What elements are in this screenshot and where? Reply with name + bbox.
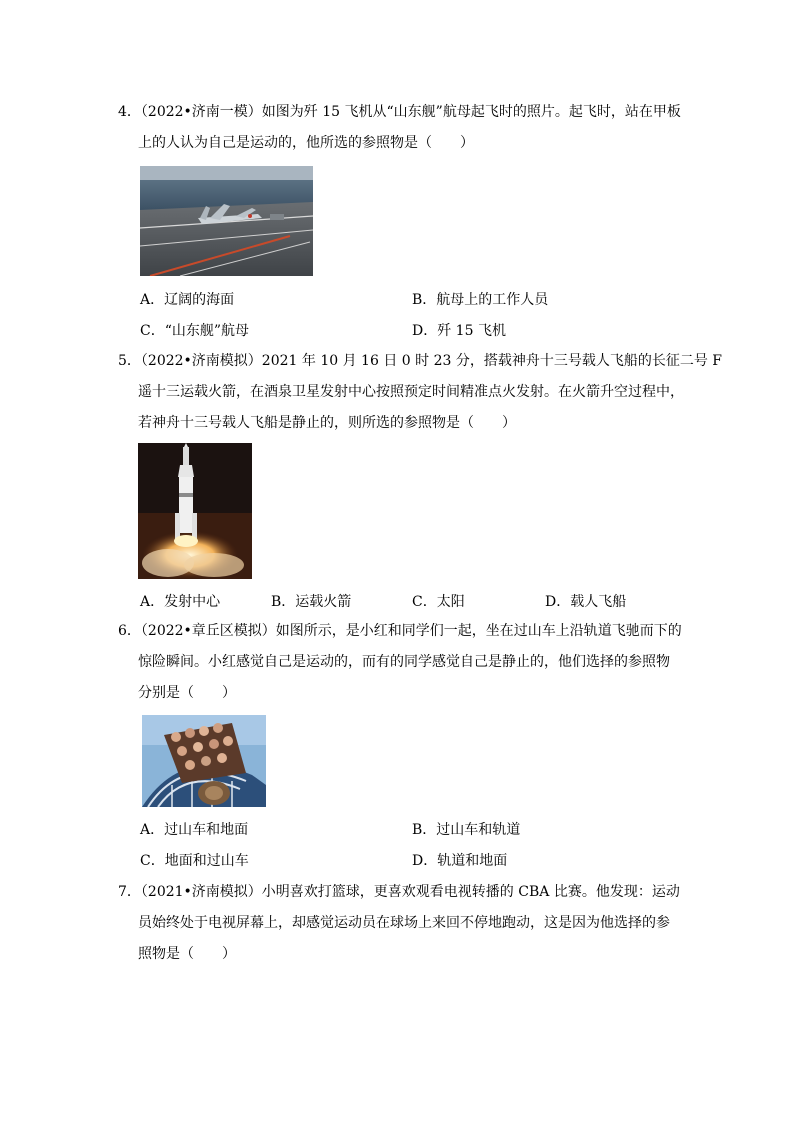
- aircraft-carrier-photo: [140, 166, 313, 276]
- question-5-option-d[interactable]: D．载人飞船: [545, 594, 627, 610]
- question-7-number: 7: [118, 884, 127, 900]
- question-4-option-b[interactable]: B．航母上的工作人员: [412, 292, 549, 308]
- question-6-option-b[interactable]: B．过山车和轨道: [412, 822, 521, 838]
- question-6-line-2: 惊险瞬间。小红感觉自己是运动的，而有的同学感觉自己是静止的，他们选择的参照物: [138, 654, 670, 670]
- question-6-option-d[interactable]: D．轨道和地面: [412, 853, 508, 869]
- question-5-line-1: 5．（2022•济南模拟）2021 年 10 月 16 日 0 时 23 分，搭载神舟十三号载人飞船的长征二号 F: [118, 353, 723, 369]
- question-7-line-3: 照物是（ ）: [138, 946, 236, 962]
- question-4-option-d[interactable]: D．歼 15 飞机: [412, 323, 506, 339]
- question-4-line-2: 上的人认为自己是运动的，他所选的参照物是（ ）: [138, 135, 474, 151]
- question-7-line-2: 员始终处于电视屏幕上，却感觉运动员在球场上来回不停地跑动，这是因为他选择的参: [138, 915, 670, 931]
- question-6-option-a[interactable]: A．过山车和地面: [140, 822, 249, 838]
- question-4-number: 4: [118, 104, 127, 120]
- question-4: [118, 97, 681, 159]
- question-6-options: [140, 820, 680, 872]
- question-7: [118, 877, 678, 970]
- question-5-option-b[interactable]: B．运载火箭: [271, 594, 352, 610]
- question-5-line-2: 遥十三运载火箭，在酒泉卫星发射中心按照预定时间精准点火发射。在火箭升空过程中，: [138, 384, 684, 400]
- question-4-option-a[interactable]: A．辽阔的海面: [140, 292, 235, 308]
- question-5-option-a[interactable]: A．发射中心: [140, 594, 221, 610]
- roller-coaster-photo: [142, 715, 266, 807]
- rocket-launch-photo: [138, 443, 252, 579]
- question-6-line-3: 分别是（ ）: [138, 685, 236, 701]
- question-6: [118, 616, 682, 709]
- question-6-option-c[interactable]: C．地面和过山车: [140, 853, 249, 869]
- question-6-number: 6: [118, 623, 127, 639]
- question-6-line-1: 6．（2022•章丘区模拟）如图所示，是小红和同学们一起，坐在过山车上沿轨道飞驰而下的: [118, 623, 682, 639]
- question-4-options: [140, 290, 680, 342]
- question-5: [118, 346, 723, 439]
- question-5-line-3: 若神舟十三号载人飞船是静止的，则所选的参照物是（ ）: [138, 415, 516, 431]
- question-5-option-c[interactable]: C．太阳: [412, 594, 465, 610]
- question-5-number: 5: [118, 353, 127, 369]
- question-7-line-1: 7．（2021•济南模拟）小明喜欢打篮球，更喜欢观看电视转播的 CBA 比赛。他发现：运动: [118, 884, 680, 900]
- question-4-line-1: 4．（2022•济南一模）如图为歼 15 飞机从“山东舰”航母起飞时的照片。起飞时，站在甲板: [118, 104, 681, 120]
- question-4-option-c[interactable]: C．“山东舰”航母: [140, 323, 250, 339]
- question-5-options: [140, 592, 680, 612]
